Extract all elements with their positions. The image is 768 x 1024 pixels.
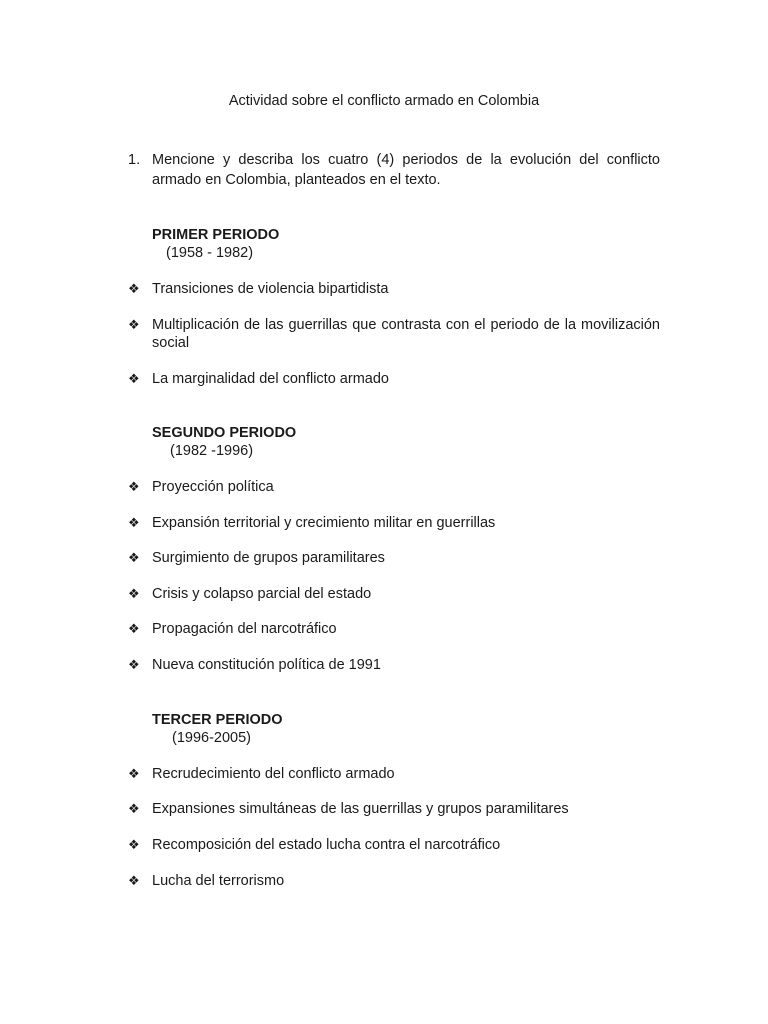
diamond-bullet-icon: ❖ <box>128 317 140 332</box>
list-item-text: Recomposición del estado lucha contra el narcotráfico <box>152 837 501 853</box>
section-title: SEGUNDO PERIODO <box>152 425 297 441</box>
diamond-bullet-icon: ❖ <box>128 550 140 565</box>
section-title: PRIMER PERIODO <box>152 227 280 243</box>
list-item-text: Recrudecimiento del conflicto armado <box>152 766 395 782</box>
section-years: (1982 -1996) <box>170 443 254 459</box>
list-item-text: Transiciones de violencia bipartidista <box>152 281 389 297</box>
list-item-text: Surgimiento de grupos paramilitares <box>152 550 385 566</box>
list-item <box>128 280 660 298</box>
section-years: (1958 - 1982) <box>166 245 254 261</box>
list-item-text: Propagación del narcotráfico <box>152 621 337 637</box>
list-item-text: Proyección política <box>152 479 274 495</box>
question-text: Mencione y describa los cuatro (4) periodos de la evolución del conflicto armado en Colombia, planteados en el texto. <box>152 152 660 188</box>
section-heading-primer-periodo <box>152 226 279 262</box>
list-item-text: Multiplicación de las guerrillas que contrasta con el periodo de la movilización social <box>152 317 660 351</box>
diamond-bullet-icon: ❖ <box>128 873 140 888</box>
list-item <box>128 370 660 388</box>
list-item-text: Expansiones simultáneas de las guerrillas y grupos paramilitares <box>152 801 569 817</box>
question-1 <box>128 150 660 190</box>
diamond-bullet-icon: ❖ <box>128 479 140 494</box>
list-item <box>128 514 660 532</box>
list-item <box>128 765 660 783</box>
list-item-text: Nueva constitución política de 1991 <box>152 657 381 673</box>
list-item <box>128 872 660 890</box>
list-item <box>128 620 660 638</box>
diamond-bullet-icon: ❖ <box>128 586 140 601</box>
list-item <box>128 549 660 567</box>
list-item <box>128 316 660 352</box>
list-item <box>128 585 660 603</box>
section-years: (1996-2005) <box>172 730 251 746</box>
section-title: TERCER PERIODO <box>152 712 283 728</box>
list-item <box>128 656 660 674</box>
question-number: 1. <box>128 152 141 168</box>
list-item-text: Crisis y colapso parcial del estado <box>152 586 372 602</box>
diamond-bullet-icon: ❖ <box>128 837 140 852</box>
diamond-bullet-icon: ❖ <box>128 515 140 530</box>
page-title: Actividad sobre el conflicto armado en Colombia <box>228 93 540 109</box>
diamond-bullet-icon: ❖ <box>128 766 140 781</box>
diamond-bullet-icon: ❖ <box>128 371 140 386</box>
list-item-text: La marginalidad del conflicto armado <box>152 371 389 387</box>
diamond-bullet-icon: ❖ <box>128 801 140 816</box>
diamond-bullet-icon: ❖ <box>128 621 140 636</box>
list-item <box>128 836 660 854</box>
section-heading-tercer-periodo <box>152 711 283 747</box>
section-heading-segundo-periodo <box>152 424 296 460</box>
list-item <box>128 800 660 818</box>
diamond-bullet-icon: ❖ <box>128 281 140 296</box>
list-item <box>128 478 660 496</box>
diamond-bullet-icon: ❖ <box>128 657 140 672</box>
list-item-text: Lucha del terrorismo <box>152 873 285 889</box>
list-item-text: Expansión territorial y crecimiento militar en guerrillas <box>152 515 496 531</box>
